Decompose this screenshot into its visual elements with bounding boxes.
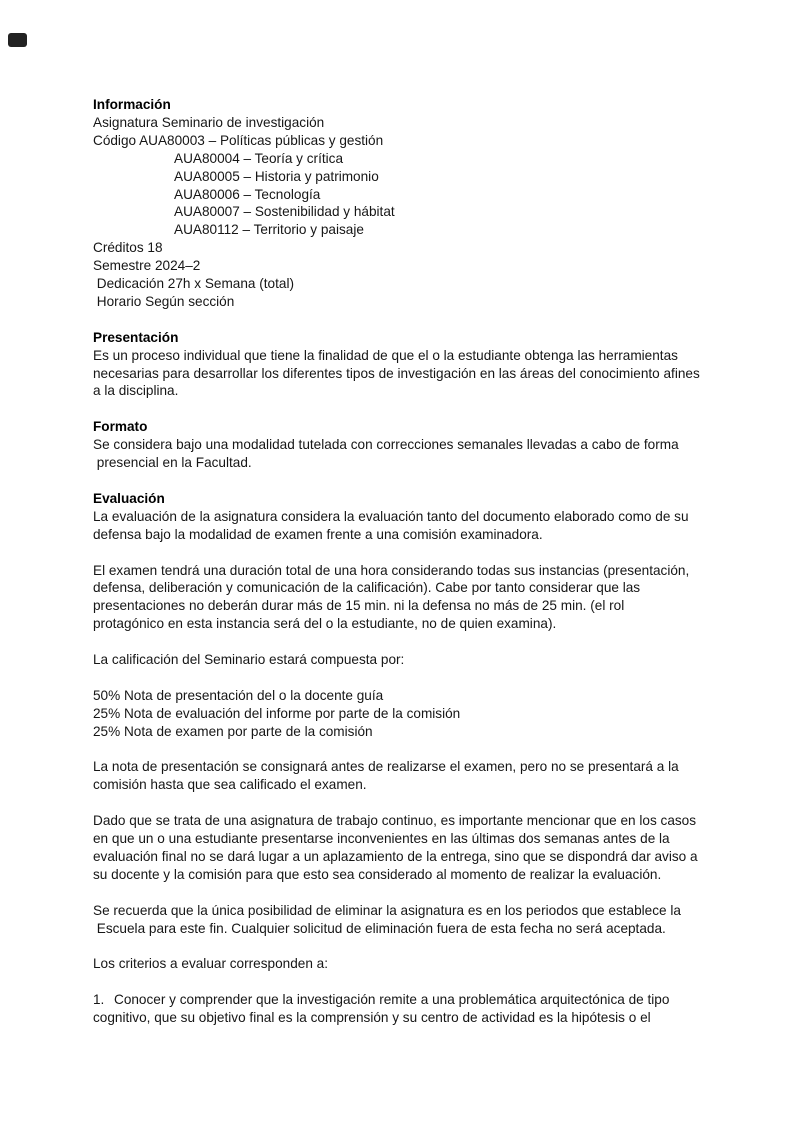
text-line: protagónico en esta instancia será del o la estudiante, no de quien examina). [93, 616, 557, 632]
text-line: Es un proceso individual que tiene la finalidad de que el o la estudiante obtenga las herramientas [93, 347, 678, 363]
section-heading: Formato [93, 419, 148, 435]
item-number: 1. [93, 992, 105, 1008]
text-line: Los criterios a evaluar corresponden a: [93, 956, 328, 972]
course-code-line: AUA80007 – Sostenibilidad y hábitat [174, 204, 395, 220]
text-line: Semestre 2024–2 [93, 258, 201, 274]
corner-mark [8, 33, 27, 47]
text-line: en que un o una estudiante presentarse inconvenientes en las últimas dos semanas antes de la [93, 831, 670, 847]
text-line: presencial en la Facultad. [93, 455, 252, 471]
section-heading: Presentación [93, 329, 179, 345]
blank-line [93, 669, 733, 687]
blank-line [93, 544, 733, 562]
blank-line [93, 400, 733, 418]
text-line: Escuela para este fin. Cualquier solicitud de eliminación fuera de esta fecha no será aceptada. [93, 920, 666, 936]
document-text [93, 96, 733, 1027]
text-line: a la disciplina. [93, 383, 179, 399]
text-line: evaluación final no se dará lugar a un aplazamiento de la entrega, sino que se dispondrá dar aviso a [93, 848, 698, 864]
blank-line [93, 741, 733, 759]
course-code-line: AUA80006 – Tecnología [174, 186, 321, 202]
text-line: La calificación del Seminario estará compuesta por: [93, 652, 405, 668]
text-line: 25% Nota de evaluación del informe por parte de la comisión [93, 705, 461, 721]
text-line: defensa, deliberación y comunicación de la calificación). Cabe por tanto considerar que las [93, 580, 641, 596]
text-line: cognitivo, que su objetivo final es la comprensión y su centro de actividad es la hipótesis o el [93, 1010, 651, 1026]
text-line: Dado que se trata de una asignatura de trabajo continuo, es importante mencionar que en los casos [93, 813, 697, 829]
text-line: La nota de presentación se consignará antes de realizarse el examen, pero no se presentará a la [93, 759, 679, 775]
course-code-line: AUA80004 – Teoría y crítica [174, 150, 344, 166]
blank-line [93, 794, 733, 812]
course-code-line: AUA80112 – Territorio y paisaje [174, 222, 364, 238]
text-line: presentaciones no deberán durar más de 15 min. ni la defensa no más de 25 min. (el rol [93, 598, 625, 614]
text-line: El examen tendrá una duración total de una hora considerando todas sus instancias (presentación, [93, 562, 690, 578]
numbered-item [93, 991, 733, 1009]
blank-line [93, 973, 733, 991]
section-heading: Evaluación [93, 490, 165, 506]
text-line: Dedicación 27h x Semana (total) [93, 276, 294, 292]
section-heading: Información [93, 97, 171, 112]
blank-line [93, 311, 733, 329]
text-line: Horario Según sección [93, 293, 235, 309]
text-line: 50% Nota de presentación del o la docente guía [93, 687, 384, 703]
blank-line [93, 472, 733, 490]
text-line: 25% Nota de examen por parte de la comisión [93, 723, 373, 739]
text-line: necesarias para desarrollar los diferentes tipos de investigación en las áreas del conocimiento afines [93, 365, 700, 381]
blank-line [93, 937, 733, 955]
text-line: comisión hasta que sea calificado el examen. [93, 777, 367, 793]
text-line: Créditos 18 [93, 240, 163, 256]
item-text: Conocer y comprender que la investigación remite a una problemática arquitectónica de tipo [114, 992, 670, 1008]
text-line: Asignatura Seminario de investigación [93, 114, 325, 130]
text-line: Se considera bajo una modalidad tutelada con correcciones semanales llevadas a cabo de forma [93, 437, 679, 453]
text-line: su docente y la comisión para que esto sea considerado al momento de realizar la evaluación. [93, 866, 662, 882]
course-code-line: AUA80005 – Historia y patrimonio [174, 168, 379, 184]
blank-line [93, 633, 733, 651]
text-line: La evaluación de la asignatura considera la evaluación tanto del documento elaborado como de su [93, 508, 689, 524]
blank-line [93, 884, 733, 902]
text-line: Código AUA80003 – Políticas públicas y gestión [93, 132, 384, 148]
text-line: Se recuerda que la única posibilidad de eliminar la asignatura es en los periodos que establece la [93, 902, 681, 918]
text-line: defensa bajo la modalidad de examen frente a una comisión examinadora. [93, 526, 543, 542]
